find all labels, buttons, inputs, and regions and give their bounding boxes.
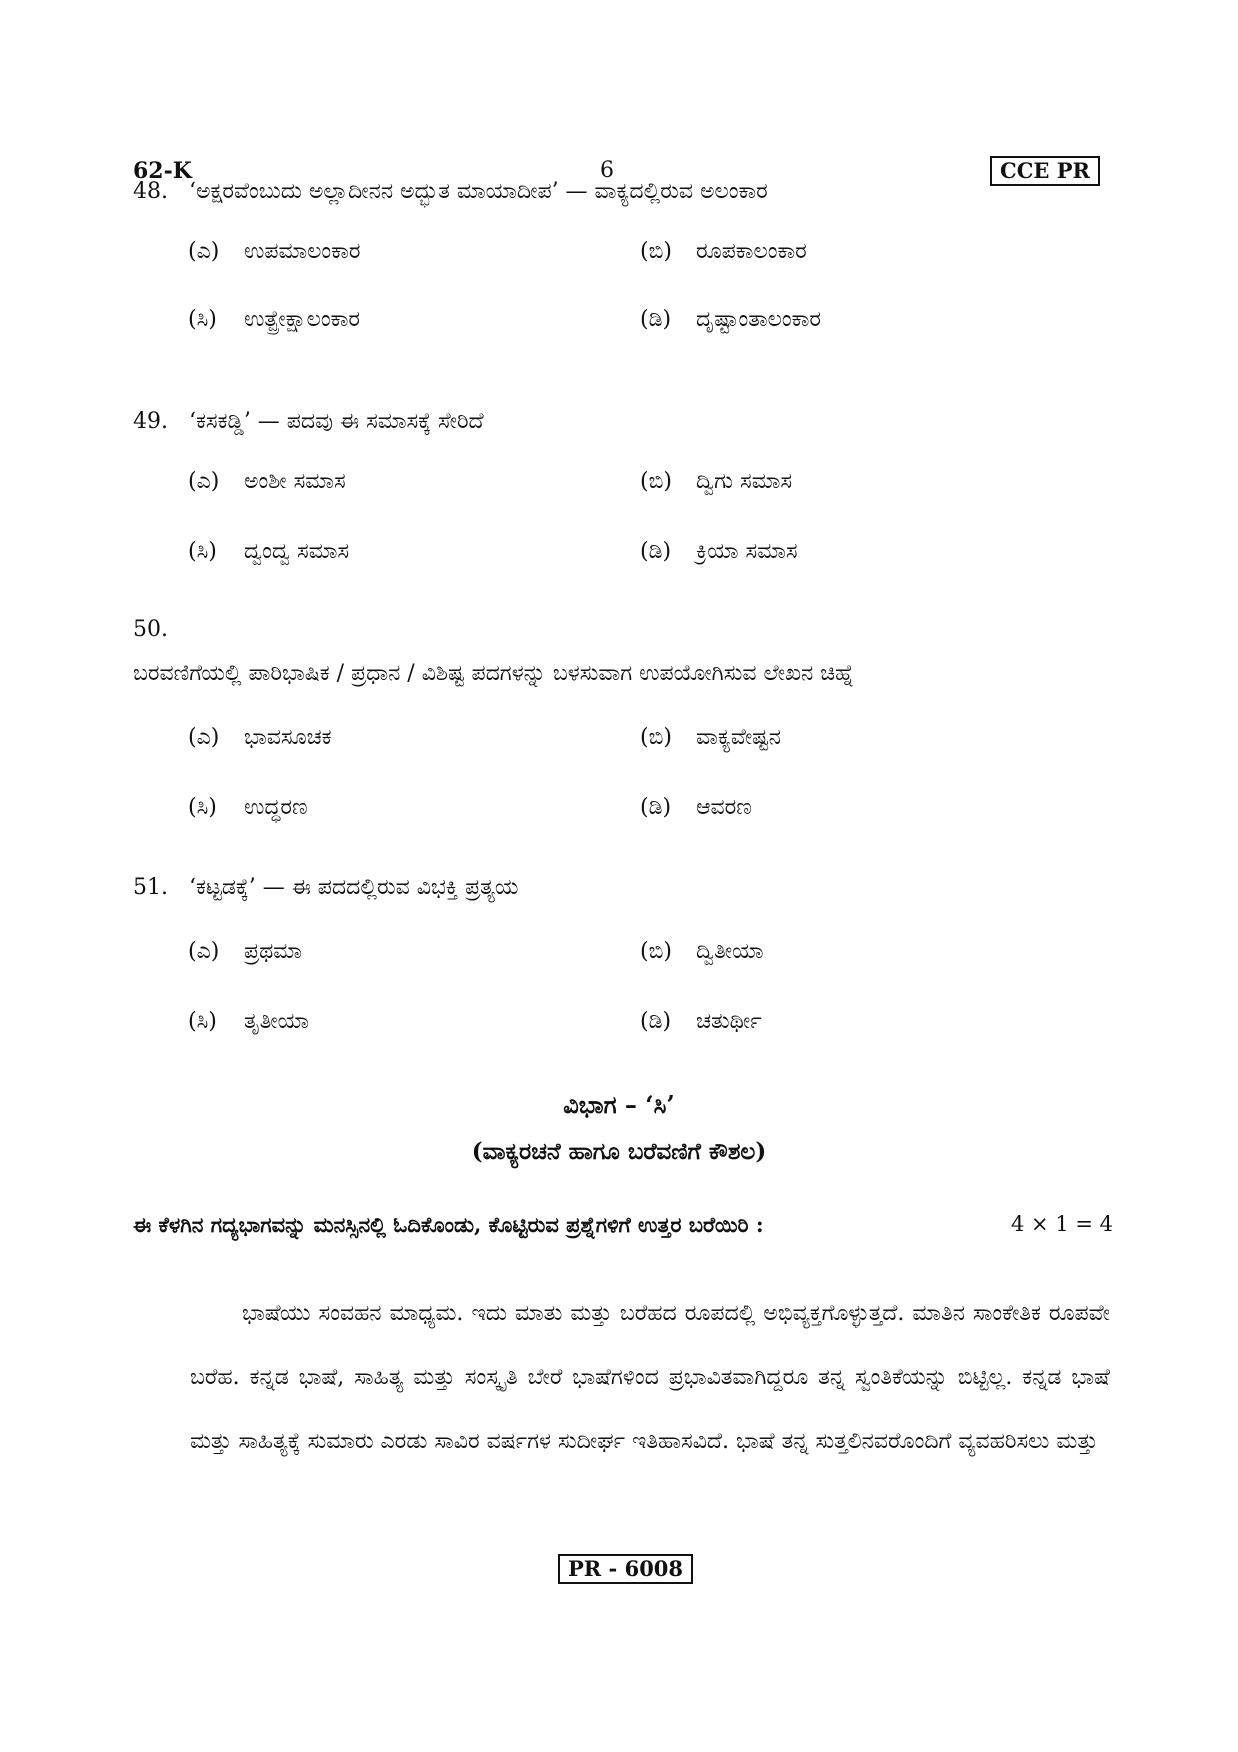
- option-text: ದ್ವಂದ್ವ ಸಮಾಸ: [244, 539, 350, 564]
- question-48: [133, 170, 1113, 214]
- question-text: ‘ಕಸಕಡ್ಡಿ’ — ಪದವು ಈ ಸಮಾಸಕ್ಕೆ ಸೇರಿದೆ: [189, 409, 484, 434]
- option-49-b: [640, 462, 792, 502]
- option-label: (ಸಿ): [188, 795, 217, 820]
- section-title: ವಿಭಾಗ – ‘ಸಿ’: [563, 1090, 675, 1119]
- question-text: ‘ಅಕ್ಷರವೆಂಬುದು ಅಲ್ಲಾದೀನನ ಅದ್ಭುತ ಮಾಯಾದೀಪ’ — ವಾಕ್ಯದಲ್ಲಿರುವ ಅಲಂಕಾರ: [189, 179, 768, 204]
- option-49-c: [188, 532, 349, 572]
- option-51-c: [188, 1002, 309, 1042]
- option-label: (ಬಿ): [640, 469, 672, 494]
- footer-code: PR - 6008: [558, 1554, 693, 1584]
- option-51-a: [188, 932, 302, 972]
- option-label: (ಸಿ): [188, 307, 217, 332]
- question-text: ಬರವಣಿಗೆಯಲ್ಲಿ ಪಾರಿಭಾಷಿಕ / ಪ್ರಧಾನ / ವಿಶಿಷ್ಟ ಪದಗಳನ್ನು ಬಳಸುವಾಗ ಉಪಯೋಗಿಸುವ ಲೇಖನ ಚಿಹ್ನೆ: [133, 661, 855, 686]
- option-label: (ಸಿ): [188, 539, 217, 564]
- option-label: (ಸಿ): [188, 1009, 217, 1034]
- option-label: (ಎ): [188, 725, 220, 750]
- question-49: [133, 400, 1113, 444]
- option-text: ಕ್ರಿಯಾ ಸಮಾಸ: [696, 539, 798, 564]
- page-number: 6: [600, 158, 614, 183]
- option-label: (ಬಿ): [640, 725, 672, 750]
- option-text: ಉದ್ಧರಣ: [244, 795, 308, 820]
- question-number: 48.: [133, 179, 168, 204]
- option-48-c: [188, 300, 360, 340]
- option-text: ರೂಪಕಾಲಂಕಾರ: [696, 239, 807, 264]
- paper-code: 62-K: [133, 158, 192, 184]
- option-label: (ಡಿ): [640, 539, 672, 564]
- option-50-b: [640, 718, 781, 758]
- question-51: [133, 866, 1113, 910]
- reading-passage: ಭಾಷೆಯು ಸಂವಹನ ಮಾಧ್ಯಮ. ಇದು ಮಾತು ಮತ್ತು ಬರೆಹದ ರೂಪದಲ್ಲಿ ಅಭಿವ್ಯಕ್ತಗೊಳ್ಳುತ್ತದೆ. ಮಾತಿನ ಸಾಂಕೇತಿಕ ರೂಪವೇ ಬರೆಹ. ಕನ್ನಡ ಭಾಷೆ, ಸಾಹಿತ್ಯ ಮತ್ತು ಸಂಸ್ಕೃತಿ ಬೇರೆ ಭಾಷೆಗಳಿಂದ ಪ್ರಭಾವಿತವಾಗಿದ್ದರೂ ತನ್ನ ಸ್ವಂತಿಕೆಯನ್ನು ಬಿಟ್ಟಿಲ್ಲ. ಕನ್ನಡ ಭಾಷೆ ಮತ್ತು ಸಾಹಿತ್ಯಕ್ಕೆ ಸುಮಾರು ಎರಡು ಸಾವಿರ ವರ್ಷಗಳ ಸುದೀರ್ಘ ಇತಿಹಾಸವಿದೆ. ಭಾಷೆ ತನ್ನ ಸುತ್ತಲಿನವರೊಂದಿಗೆ ವ್ಯವಹರಿಸಲು ಮತ್ತು: [190, 1301, 1110, 1454]
- option-label: (ಎ): [188, 939, 220, 964]
- option-48-a: [188, 232, 360, 272]
- option-50-c: [188, 788, 308, 828]
- option-51-b: [640, 932, 763, 972]
- option-48-d: [640, 300, 821, 340]
- instruction-text: ಈ ಕೆಳಗಿನ ಗದ್ಯಭಾಗವನ್ನು ಮನಸ್ಸಿನಲ್ಲಿ ಓದಿಕೊಂಡು, ಕೊಟ್ಟಿರುವ ಪ್ರಶ್ನೆಗಳಿಗೆ ಉತ್ತರ ಬರೆಯಿರಿ :: [133, 1212, 764, 1237]
- option-text: ವಾಕ್ಯವೇಷ್ಟನ: [696, 725, 781, 750]
- question-number: 49.: [133, 409, 168, 434]
- option-text: ದೃಷ್ಟಾಂತಾಲಂಕಾರ: [696, 307, 821, 332]
- question-50: [133, 608, 1113, 696]
- cce-pr-badge: CCE PR: [990, 156, 1100, 186]
- option-text: ಉಪಮಾಲಂಕಾರ: [244, 239, 361, 264]
- question-number: 51.: [133, 875, 168, 900]
- option-49-a: [188, 462, 346, 502]
- marks-allocation: 4 × 1 = 4: [1011, 1212, 1113, 1236]
- option-text: ಉತ್ಪ್ರೇಕ್ಷಾಲಂಕಾರ: [244, 307, 360, 332]
- question-text: ‘ಕಟ್ಟಡಕ್ಕೆ’ — ಈ ಪದದಲ್ಲಿರುವ ವಿಭಕ್ತಿ ಪ್ರತ್ಯಯ: [189, 875, 519, 900]
- option-text: ದ್ವಿತೀಯಾ: [696, 939, 764, 964]
- option-label: (ಬಿ): [640, 239, 672, 264]
- option-label: (ಬಿ): [640, 939, 672, 964]
- option-50-d: [640, 788, 752, 828]
- question-number: 50.: [133, 617, 168, 642]
- option-48-b: [640, 232, 807, 272]
- option-49-d: [640, 532, 798, 572]
- option-text: ಅಂಶೀ ಸಮಾಸ: [244, 469, 346, 494]
- option-text: ದ್ವಿಗು ಸಮಾಸ: [696, 469, 793, 494]
- option-text: ಭಾವಸೂಚಕ: [244, 725, 332, 750]
- option-51-d: [640, 1002, 762, 1042]
- option-text: ಚತುರ್ಥೀ: [696, 1009, 762, 1034]
- option-50-a: [188, 718, 332, 758]
- option-label: (ಡಿ): [640, 795, 672, 820]
- option-label: (ಡಿ): [640, 1009, 672, 1034]
- option-label: (ಎ): [188, 469, 220, 494]
- option-text: ಆವರಣ: [696, 795, 752, 820]
- section-subtitle: (ವಾಕ್ಯರಚನೆ ಹಾಗೂ ಬರೆವಣಿಗೆ ಕೌಶಲ): [471, 1138, 767, 1165]
- option-label: (ಎ): [188, 239, 220, 264]
- option-text: ತೃತೀಯಾ: [244, 1009, 309, 1034]
- option-text: ಪ್ರಥಮಾ: [244, 939, 302, 964]
- section-instruction: [133, 1212, 1113, 1238]
- option-label: (ಡಿ): [640, 307, 672, 332]
